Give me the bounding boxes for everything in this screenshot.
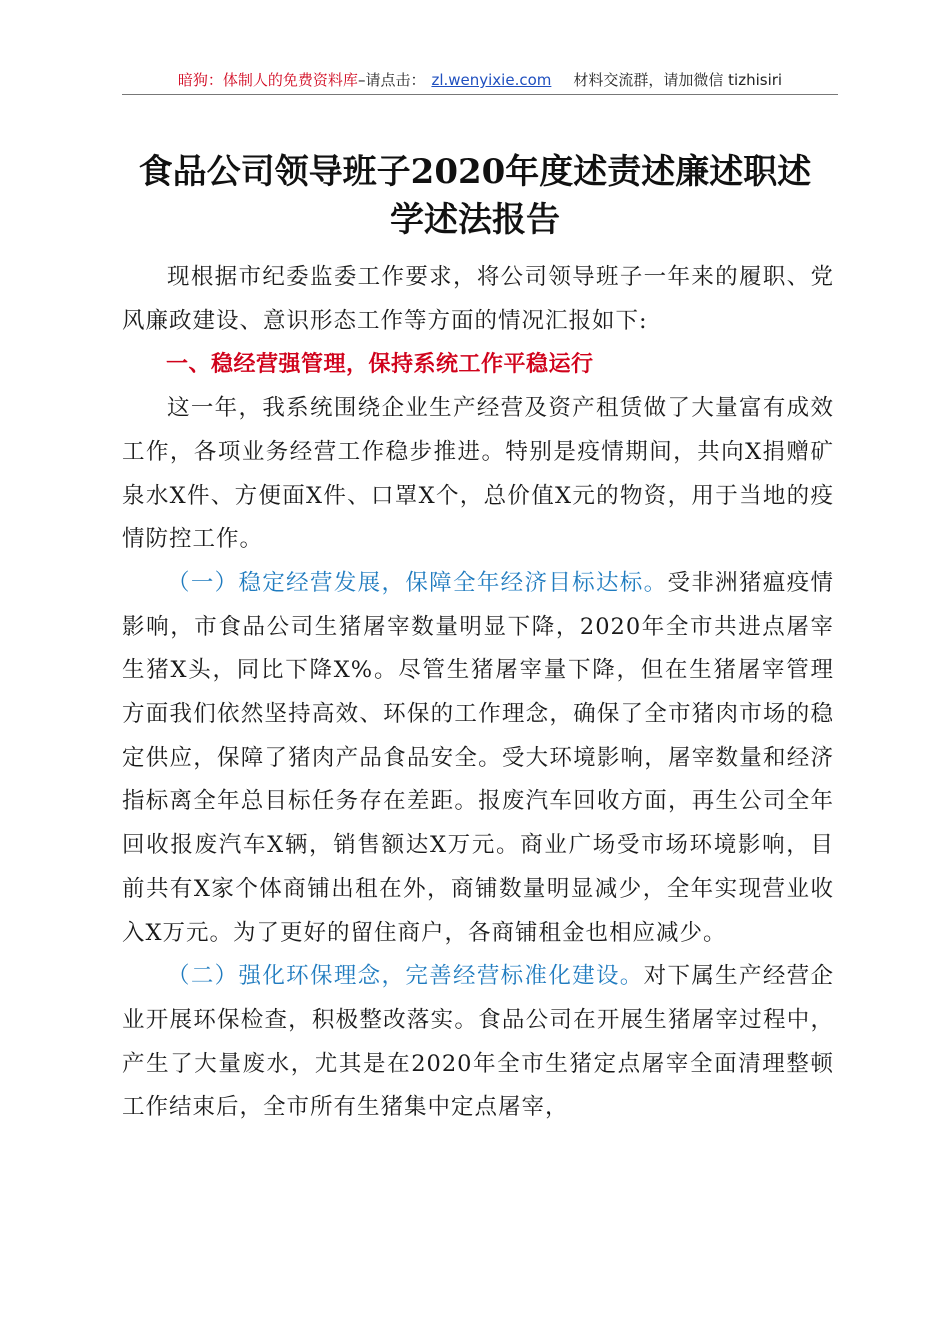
document-body xyxy=(122,256,834,1130)
page-header xyxy=(122,70,838,94)
subsection-2-text: 对下属生产经营企业开展环保检查，积极整改落实。食品公司在开展生猪屠宰过程中，产生了大量废水，尤其是在2020年全市生猪定点屠宰全面清理整顿工作结束后，全市所有生猪集中定点屠宰， xyxy=(122,963,834,1121)
subsection-2-heading: （二）强化环保理念，完善经营标准化建设。 xyxy=(167,963,644,990)
section-1-heading: 一、稳经营强管理，保持系统工作平稳运行 xyxy=(166,352,594,378)
subsection-1-heading: （一）稳定经营发展，保障全年经济目标达标。 xyxy=(167,569,668,596)
header-link[interactable]: zl.wenyixie.com xyxy=(431,71,552,89)
section-1-paragraph: 这一年，我系统围绕企业生产经营及资产租赁做了大量富有成效工作，各项业务经营工作稳步推进。特别是疫情期间，共向X捐赠矿泉水X件、方便面X件、口罩X个，总价值X元的物资，用于当地的疫情防控工作。 xyxy=(122,395,834,553)
header-wechat-note: 材料交流群，请加微信 tizhisiri xyxy=(573,71,783,89)
title-line-2: 学述法报告 xyxy=(390,200,560,240)
title-line-1: 食品公司领导班子2020年度述责述廉述职述 xyxy=(138,152,812,192)
subsection-1-text: 受非洲猪瘟疫情影响，市食品公司生猪屠宰数量明显下降，2020年全市共进点屠宰生猪X头，同比下降X%。尽管生猪屠宰量下降，但在生猪屠宰管理方面我们依然坚持高效、环保的工作理念，确保了全市猪肉市场的稳定供应，保障了猪肉产品食品安全。受大环境影响，屠宰数量和经济指标离全年总目标任务存在差距。报废汽车回收方面，再生公司全年回收报废汽车X辆，销售额达X万元。商业广场受市场环境影响，目前共有X家个体商铺出租在外，商铺数量明显减少，全年实现营业收入X万元。为了更好的留住商户，各商铺租金也相应减少。 xyxy=(122,569,834,946)
document-title xyxy=(100,148,850,244)
header-click-prompt: –请点击： xyxy=(357,71,426,89)
header-source-label: 暗狗：体制人的免费资料库 xyxy=(177,71,358,89)
subsection-2-paragraph xyxy=(122,955,834,1130)
subsection-1-paragraph xyxy=(122,562,834,955)
header-divider xyxy=(122,94,838,95)
intro-paragraph: 现根据市纪委监委工作要求，将公司领导班子一年来的履职、党风廉政建设、意识形态工作等方面的情况汇报如下: xyxy=(122,264,834,334)
